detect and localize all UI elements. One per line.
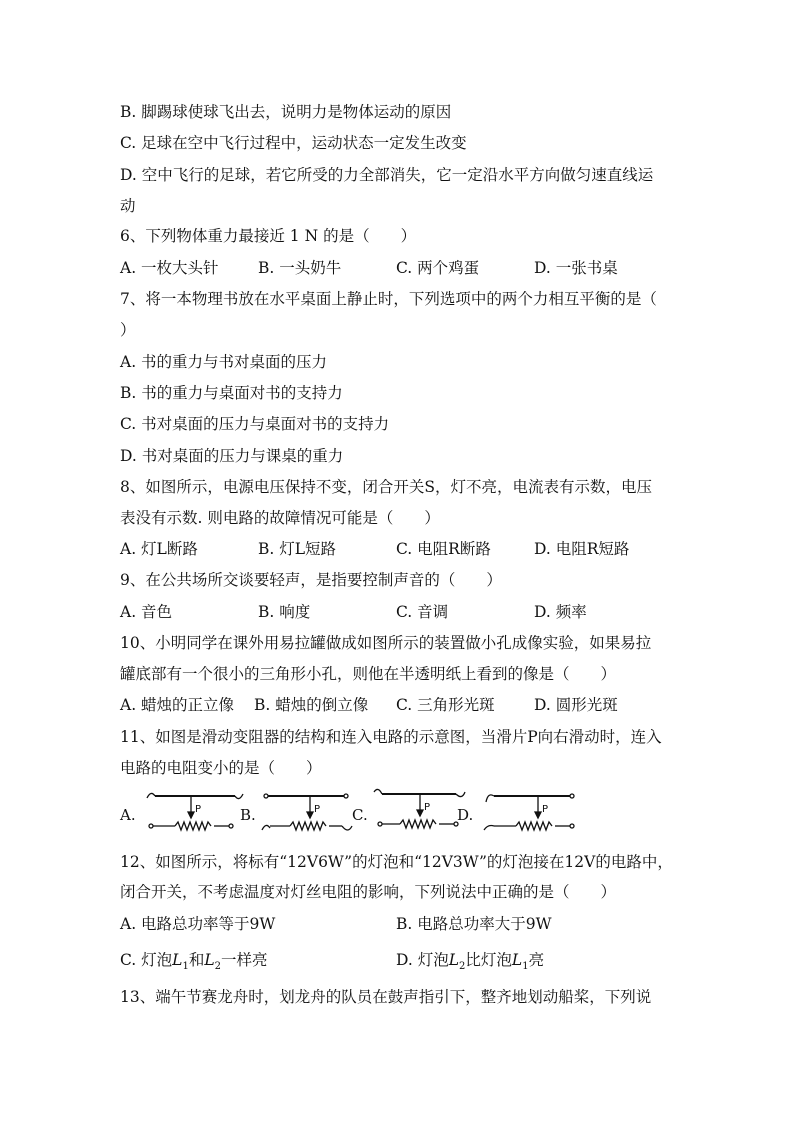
q10-option-a: A. 蜡烛的正立像 [120,696,235,714]
q7-option-c: C. 书对桌面的压力与桌面对书的支持力 [120,415,390,433]
q6-stem: 6、下列物体重力最接近 1 N 的是（ ） [120,227,417,245]
q10-option-d: D. 圆形光斑 [534,696,618,714]
q12-option-c-prefix: C. 灯泡 [120,951,173,969]
q10-stem-line1: 10、小明同学在课外用易拉罐做成如图所示的装置做小孔成像实验，如果易拉 [120,634,652,652]
q12-option-d-sub1: 2 [459,961,466,973]
q11-stem-line1: 11、如图是滑动变阻器的结构和连入电路的示意图，当滑片P向右滑动时，连入 [120,728,662,746]
q11-rheostat-d [482,788,582,836]
q9-option-a: A. 音色 [120,603,173,621]
q12-option-d-l2: L [511,951,523,969]
q11-rheostat-a [145,788,245,836]
q5-option-b: B. 脚踢球使球飞出去，说明力是物体运动的原因 [120,103,452,121]
q12-stem-line2: 闭合开关，不考虑温度对灯丝电阻的影响，下列说法中正确的是（ ） [120,883,617,901]
q7-stem-line2: ） [120,321,136,339]
q9-option-b: B. 响度 [258,603,311,621]
q12-option-d-suffix: 亮 [528,951,545,969]
q12-option-d-mid: 比灯泡 [465,951,512,969]
q10-stem-line2: 罐底部有一个很小的三角形小孔，则他在半透明纸上看到的像是（ ） [120,665,617,683]
q5-option-c: C. 足球在空中飞行过程中，运动状态一定发生改变 [120,134,467,152]
q9-option-c: C. 音调 [396,603,449,621]
q8-stem-line1: 8、如图所示，电源电压保持不变，闭合开关S，灯不亮，电流表有示数，电压 [120,478,652,496]
q12-option-d-prefix: D. 灯泡 [396,951,449,969]
q6-option-c: C. 两个鸡蛋 [396,259,480,277]
q7-option-a: A. 书的重力与书对桌面的压力 [120,353,328,371]
q12-option-c-l2: L [204,951,215,969]
q12-option-c-l1: L [172,951,183,969]
q8-option-d: D. 电阻R短路 [534,540,630,558]
q8-option-c: C. 电阻R断路 [396,540,491,558]
q12-option-d-sub2: 1 [522,961,529,973]
q5-option-d-line1: D. 空中飞行的足球，若它所受的力全部消失，它一定沿水平方向做匀速直线运 [120,166,654,184]
q11-figure-label-a: A. [120,806,136,824]
q11-slider-label-d: P [542,804,549,815]
q11-figure-label-b: B. [240,806,256,824]
q6-option-a: A. 一枚大头针 [120,259,219,277]
q11-rheostat-c [372,788,467,836]
q12-option-c-sub1: 1 [182,961,189,973]
q11-figure-label-c: C. [352,806,368,824]
q12-option-d [396,950,545,973]
q12-option-c [120,950,268,973]
q13-stem-line1: 13、端午节赛龙舟时，划龙舟的队员在鼓声指引下，整齐地划动船桨，下列说 [120,988,652,1006]
q9-stem: 9、在公共场所交谈要轻声，是指要控制声音的（ ） [120,571,502,589]
q12-option-c-mid: 和 [188,951,205,969]
q11-stem-line2: 电路的电阻变小的是（ ） [120,759,322,777]
q7-stem-line1: 7、将一本物理书放在水平桌面上静止时，下列选项中的两个力相互平衡的是（ [120,290,657,308]
q8-stem-line2: 表没有示数. 则电路的故障情况可能是（ ） [120,509,440,527]
q11-figure-label-d: D. [457,806,474,824]
q6-option-d: D. 一张书桌 [534,259,618,277]
q9-option-d: D. 频率 [534,603,587,621]
q12-option-c-suffix: 一样亮 [221,951,268,969]
q10-option-b: B. 蜡烛的倒立像 [254,696,369,714]
q12-stem-line1: 12、如图所示，将标有“12V6W”的灯泡和“12V3W”的灯泡接在12V的电路中， [120,853,673,871]
q11-slider-label-c: P [424,802,431,813]
q11-rheostat-b [260,788,355,836]
q12-option-c-sub2: 2 [214,961,222,973]
q12-option-b: B. 电路总功率大于9W [396,915,552,933]
q8-option-b: B. 灯L短路 [258,540,337,558]
q8-option-a: A. 灯L断路 [120,540,198,558]
q6-option-b: B. 一头奶牛 [258,259,342,277]
q10-option-c: C. 三角形光斑 [396,696,495,714]
q7-option-d: D. 书对桌面的压力与课桌的重力 [120,447,344,465]
q5-option-d-line2: 动 [120,197,136,215]
q12-option-d-l1: L [448,951,460,969]
q11-slider-label-b: P [314,804,321,815]
q11-slider-label-a: P [195,804,202,815]
q7-option-b: B. 书的重力与桌面对书的支持力 [120,384,343,402]
q12-option-a: A. 电路总功率等于9W [120,915,276,933]
